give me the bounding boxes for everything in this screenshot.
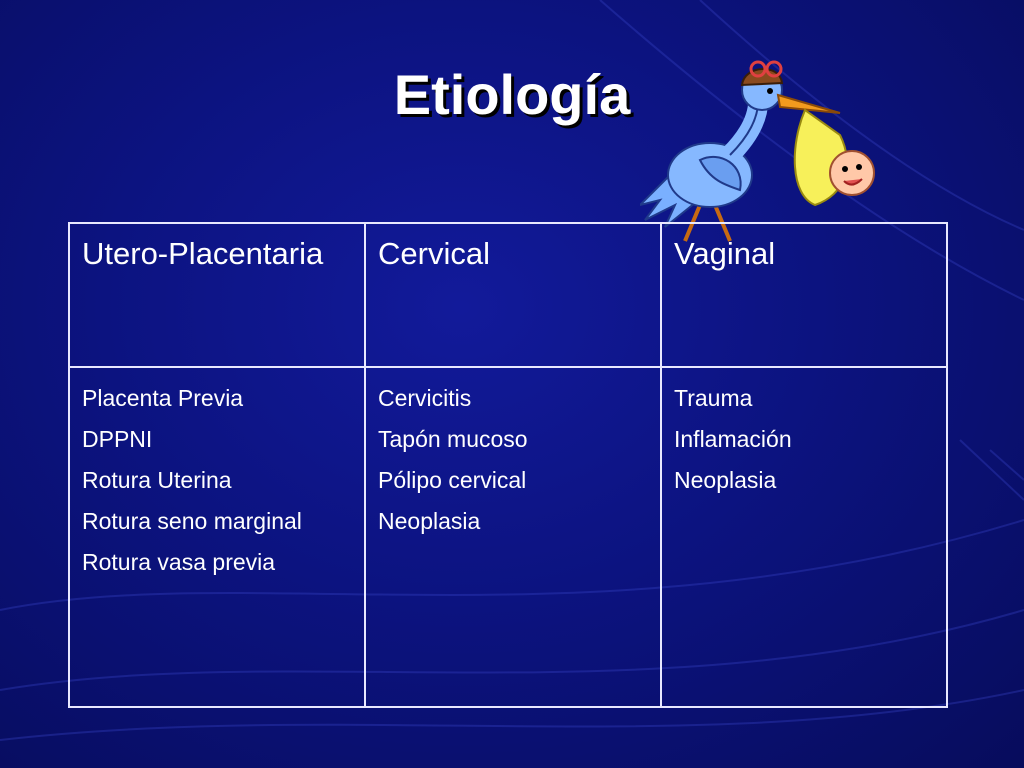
slide-title: Etiología [393,63,631,126]
list-item: Tapón mucoso [378,426,528,452]
column-header-cervical: Cervical [365,223,661,367]
column-header-utero-placentaria: Utero-Placentaria [69,223,365,367]
vaginal-list [674,378,934,501]
utero-placentaria-list [82,378,352,583]
utero-placentaria-cell [69,367,365,707]
stork-carrying-baby-icon [640,55,880,245]
list-item: DPPNI [82,426,153,452]
list-item: Pólipo cervical [378,467,527,493]
list-item: Neoplasia [674,467,777,493]
list-item: Neoplasia [378,508,481,534]
vaginal-cell [661,367,947,707]
list-item: Trauma [674,385,753,411]
column-header-vaginal: Vaginal [661,223,947,367]
list-item: Inflamación [674,426,792,452]
list-item: Rotura seno marginal [82,508,302,534]
list-item: Cervicitis [378,385,472,411]
cervical-list [378,378,648,542]
table-header-row [69,223,947,367]
etiology-table [68,222,948,708]
list-item: Placenta Previa [82,385,244,411]
list-item: Rotura vasa previa [82,549,276,575]
table-row [69,367,947,707]
cervical-cell [365,367,661,707]
list-item: Rotura Uterina [82,467,232,493]
